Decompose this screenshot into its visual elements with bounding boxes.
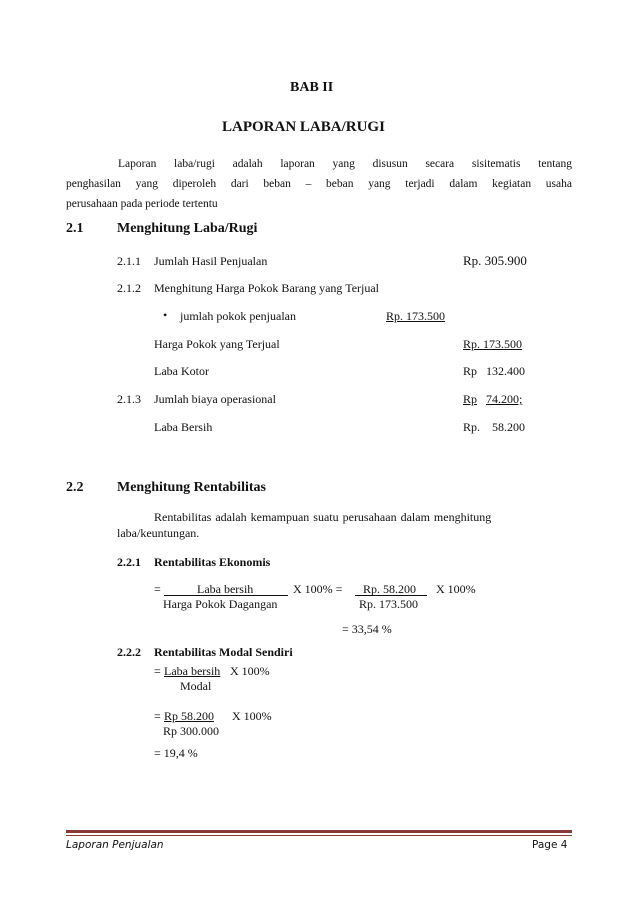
hpp-value: Rp. 173.500 xyxy=(463,337,523,351)
section-2-2-title: Menghitung Rentabilitas xyxy=(117,480,266,495)
sub-2-2-1-number: 2.2.1 xyxy=(117,555,141,569)
sub-2-2-2-number: 2.2.2 xyxy=(117,645,141,659)
laba-kotor-label: Laba Kotor xyxy=(154,364,209,378)
rentabilitas-desc-line-2: laba/keuntungan. xyxy=(117,526,200,540)
item-2-1-2-number: 2.1.2 xyxy=(117,281,141,295)
rms-equals-2: = xyxy=(154,709,161,723)
footer-page-number: Page 4 xyxy=(532,839,568,851)
laba-bersih-label: Laba Bersih xyxy=(154,420,213,434)
item-2-1-3-value-prefix: Rp xyxy=(463,392,478,406)
section-2-1-number: 2.1 xyxy=(66,221,84,236)
rms-denominator-1: Modal xyxy=(180,679,212,693)
intro-line-1: Laporan laba/rugi adalah laporan yang disusun secara sisitematis tentang xyxy=(118,158,572,170)
rms-denominator-2: Rp 300.000 xyxy=(163,724,220,738)
chapter-label: BAB II xyxy=(290,80,334,95)
bullet-label: jumlah pokok penjualan xyxy=(180,309,296,323)
laba-kotor-value: Rp 132.400 xyxy=(463,364,526,378)
item-2-1-1-number: 2.1.1 xyxy=(117,254,141,268)
rms-result: = 19,4 % xyxy=(154,746,198,760)
rentabilitas-desc-line-1: Rentabilitas adalah kemampuan suatu perusahaan dalam menghitung xyxy=(154,510,492,524)
laba-bersih-value: Rp. 58.200 xyxy=(463,420,526,434)
bullet-value: Rp. 173.500 xyxy=(386,309,446,323)
re-result: = 33,54 % xyxy=(342,622,392,636)
item-2-1-1-value: Rp. 305.900 xyxy=(463,253,527,268)
sub-2-2-2-title: Rentabilitas Modal Sendiri xyxy=(154,645,293,659)
sub-2-2-1-title: Rentabilitas Ekonomis xyxy=(154,555,271,569)
rms-equals-1: = xyxy=(154,664,161,678)
footer-rule-thin xyxy=(66,835,572,836)
re-denominator-1: Harga Pokok Dagangan xyxy=(163,597,278,611)
section-2-2-number: 2.2 xyxy=(66,480,84,495)
intro-line-3: perusahaan pada periode tertentu xyxy=(66,198,218,210)
item-2-1-1-label: Jumlah Hasil Penjualan xyxy=(154,254,268,268)
page-title: LAPORAN LABA/RUGI xyxy=(222,119,385,135)
rms-numerator-2: Rp 58.200 xyxy=(164,709,215,723)
re-multiplier-1: X 100% = xyxy=(293,582,343,596)
item-2-1-3-number: 2.1.3 xyxy=(117,392,141,406)
item-2-1-2-label: Menghitung Harga Pokok Barang yang Terjual xyxy=(154,281,380,295)
re-numerator-2: Rp. 58.200 xyxy=(363,582,417,596)
footer-document-title: Laporan Penjualan xyxy=(66,839,164,851)
item-2-1-3-value: 74.200; xyxy=(486,392,523,406)
bullet-icon: • xyxy=(163,308,168,322)
hpp-label: Harga Pokok yang Terjual xyxy=(154,337,280,351)
section-2-1-title: Menghitung Laba/Rugi xyxy=(117,221,258,236)
rms-numerator-1: Laba bersih xyxy=(164,664,221,678)
item-2-1-3-label: Jumlah biaya operasional xyxy=(154,392,276,406)
re-multiplier-2: X 100% xyxy=(436,582,476,596)
intro-paragraph xyxy=(66,154,572,214)
re-equals: = xyxy=(154,582,161,596)
footer-rule-thick xyxy=(66,830,572,833)
intro-line-2: penghasilan yang diperoleh dari beban – beban yang terjadi dalam kegiatan usaha xyxy=(66,178,572,190)
rms-multiplier-2: X 100% xyxy=(232,709,272,723)
rms-multiplier-1: X 100% xyxy=(230,664,270,678)
re-numerator-1: Laba bersih xyxy=(197,582,254,596)
re-denominator-2: Rp. 173.500 xyxy=(359,597,419,611)
